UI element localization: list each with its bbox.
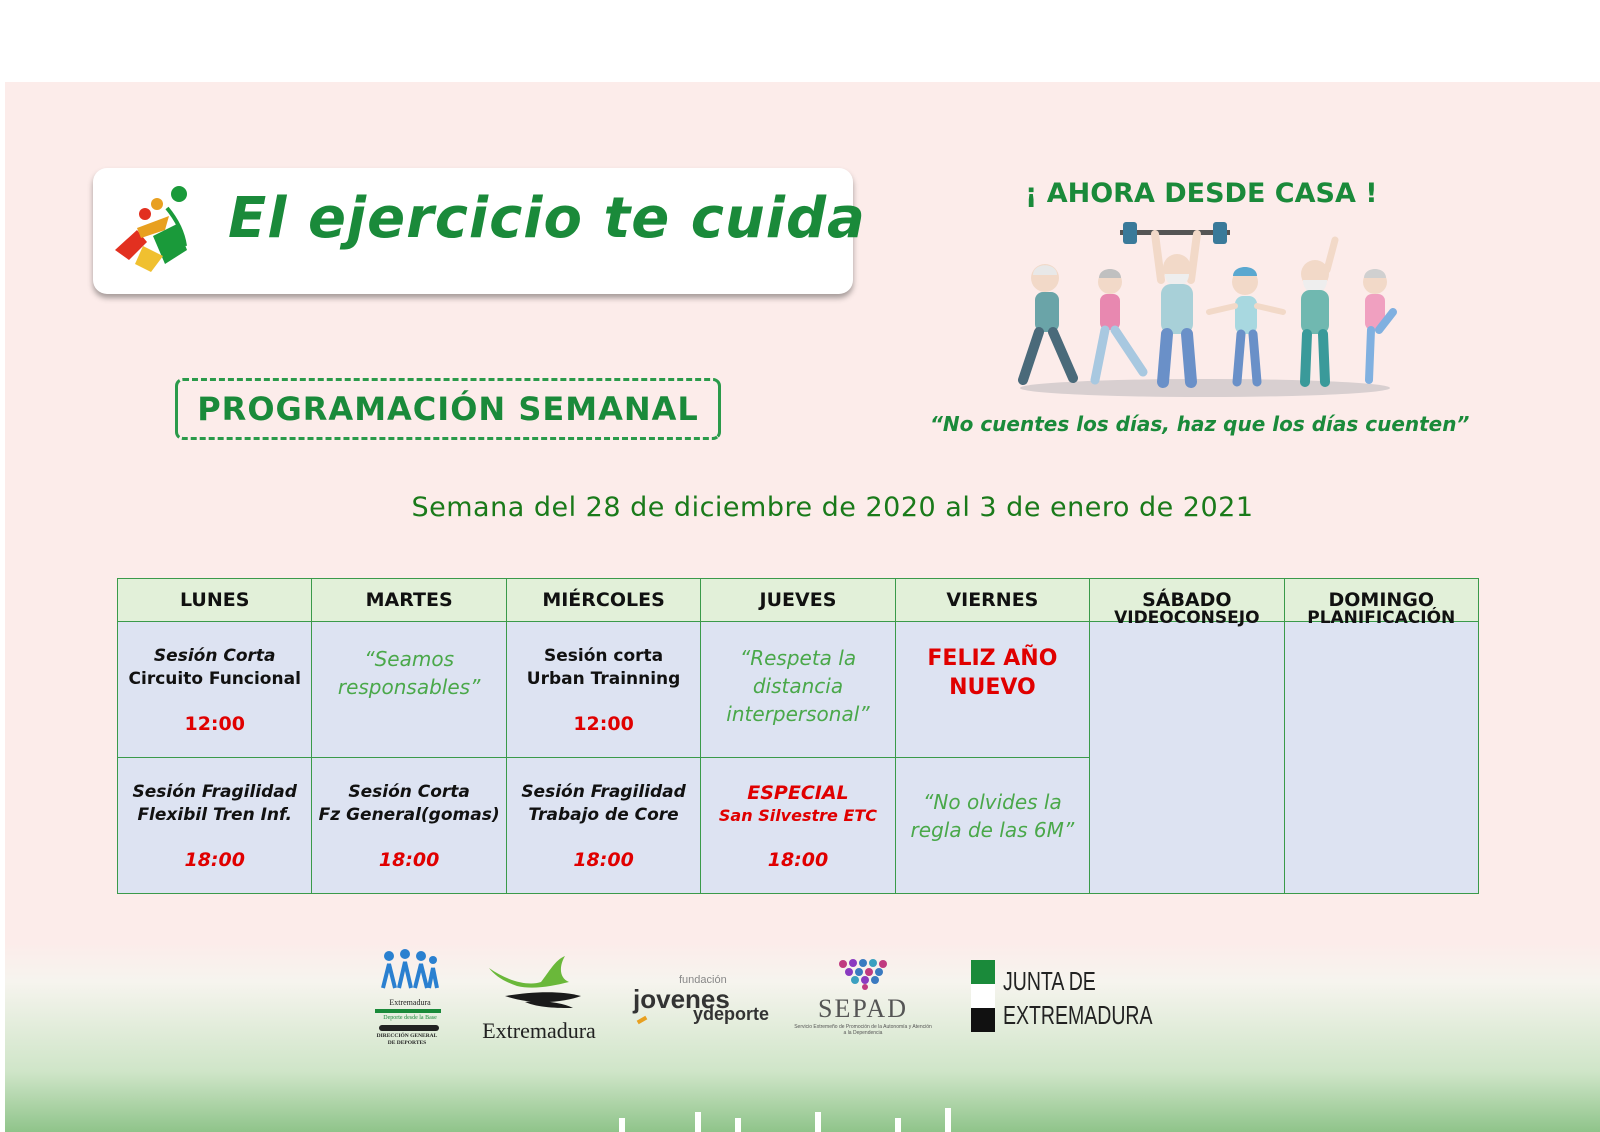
sponsor-logos: [375, 948, 1155, 1048]
star-accent: [637, 1016, 648, 1024]
weekend-activity: VIDEOCONSEJO: [1114, 607, 1260, 628]
quote-cell: [895, 758, 1089, 894]
sepad-label: SEPAD: [818, 994, 908, 1023]
session-cell: [701, 758, 895, 894]
session-name: Sesión corta: [543, 645, 664, 666]
junta-line2: EXTREMADURA: [1003, 1000, 1153, 1030]
extremadura-logo: [469, 952, 609, 1042]
session-name: Sesión Corta: [348, 781, 470, 802]
seniors-exercising-illustration: [1015, 220, 1405, 400]
dgd-subtitle: Deporte desde la Base: [383, 1015, 437, 1021]
session-detail: Fz General(gomas): [318, 804, 500, 825]
jovenes-deporte-logo: [633, 974, 783, 1034]
weekend-cell: [1090, 607, 1284, 894]
page-title: El ejercicio te cuida: [228, 186, 866, 251]
session-detail: Flexibil Tren Inf.: [137, 804, 292, 825]
day-header: MIÉRCOLES: [506, 579, 700, 622]
junta-line1: JUNTA DE: [1003, 966, 1096, 996]
weekend-activity: PLANIFICACIÓN: [1307, 607, 1456, 628]
day-header: SÁBADO: [1090, 579, 1284, 622]
junta-extremadura-logo: [971, 960, 1161, 1036]
week-range: Semana del 28 de diciembre de 2020 al 3 de enero de 2021: [411, 492, 1254, 523]
session-time: 18:00: [767, 848, 829, 871]
fundacion-label: fundación: [679, 974, 727, 986]
jovenes-label: jovenes: [633, 984, 730, 1014]
day-header: MARTES: [312, 579, 506, 622]
extremadura-bird-icon: [469, 952, 609, 1012]
sepad-subtitle: Servicio Extremeño de Promoción de la Autonomía y Atención a la Dependencia: [794, 1024, 932, 1036]
green-bar: [375, 1009, 441, 1013]
weekly-program-label: [175, 378, 721, 440]
home-tagline: ¡ AHORA DESDE CASA !: [1025, 178, 1378, 209]
flag-black: [971, 1008, 995, 1032]
day-header: LUNES: [118, 579, 312, 622]
special-title: ESPECIAL: [747, 781, 849, 804]
session-detail: Urban Trainning: [526, 668, 681, 689]
people-icon: [375, 948, 445, 994]
poster: [5, 82, 1600, 1132]
program-logo-icon: [107, 180, 197, 280]
cell-quote: “No olvides la regla de las 6M”: [910, 789, 1075, 842]
title-banner: [93, 168, 866, 294]
session-detail: Circuito Funcional: [128, 668, 301, 689]
dgd-logo: [375, 948, 445, 1048]
cropped-lettering: [565, 1098, 1045, 1132]
session-cell: [506, 758, 700, 894]
session-name: Sesión Fragilidad: [521, 781, 686, 802]
holiday-line: FELIZ AÑO: [927, 645, 1058, 671]
session-time: 18:00: [184, 848, 245, 871]
session-name: Sesión Corta: [153, 645, 276, 666]
day-header: VIERNES: [895, 579, 1089, 622]
ydeporte-label: ydeporte: [693, 1004, 770, 1024]
flag-green: [971, 960, 995, 984]
session-detail: Trabajo de Core: [528, 804, 679, 825]
motivational-quote: “No cuentes los días, haz que los días cuenten”: [930, 412, 1470, 436]
quote-cell: [312, 622, 506, 758]
session-cell: [506, 622, 700, 758]
weekend-cell: [1284, 607, 1478, 894]
flag-white: [971, 984, 995, 1008]
session-time: 12:00: [573, 712, 634, 735]
extremadura-label: Extremadura: [482, 1018, 596, 1043]
dgd-bottom-text: DIRECCIÓN GENERAL DE DEPORTES: [376, 1033, 438, 1046]
cropped-bottom-text: [565, 1098, 1045, 1132]
session-name: Sesión Fragilidad: [132, 781, 297, 802]
session-time: 12:00: [184, 712, 245, 735]
special-detail: San Silvestre ETC: [718, 805, 878, 825]
holiday-cell: [895, 622, 1089, 758]
black-swoosh: [379, 1025, 439, 1031]
sepad-dots-icon: [793, 958, 933, 990]
dgd-name: Extremadura: [389, 998, 431, 1007]
quote-cell: [701, 622, 895, 758]
weekly-program-text: PROGRAMACIÓN SEMANAL: [197, 390, 699, 428]
session-time: 18:00: [573, 848, 634, 871]
holiday-line: NUEVO: [949, 674, 1036, 700]
table-row: [118, 622, 1479, 758]
session-cell: [118, 622, 312, 758]
session-cell: [118, 758, 312, 894]
session-cell: [312, 758, 506, 894]
cell-quote: “Seamos responsables”: [337, 646, 481, 699]
cell-quote: “Respeta la distancia interpersonal”: [726, 645, 870, 726]
day-header: DOMINGO: [1284, 579, 1478, 622]
sepad-logo: [793, 958, 933, 1038]
day-header: JUEVES: [701, 579, 895, 622]
weekly-schedule-table: [117, 578, 1479, 894]
session-time: 18:00: [378, 848, 440, 871]
